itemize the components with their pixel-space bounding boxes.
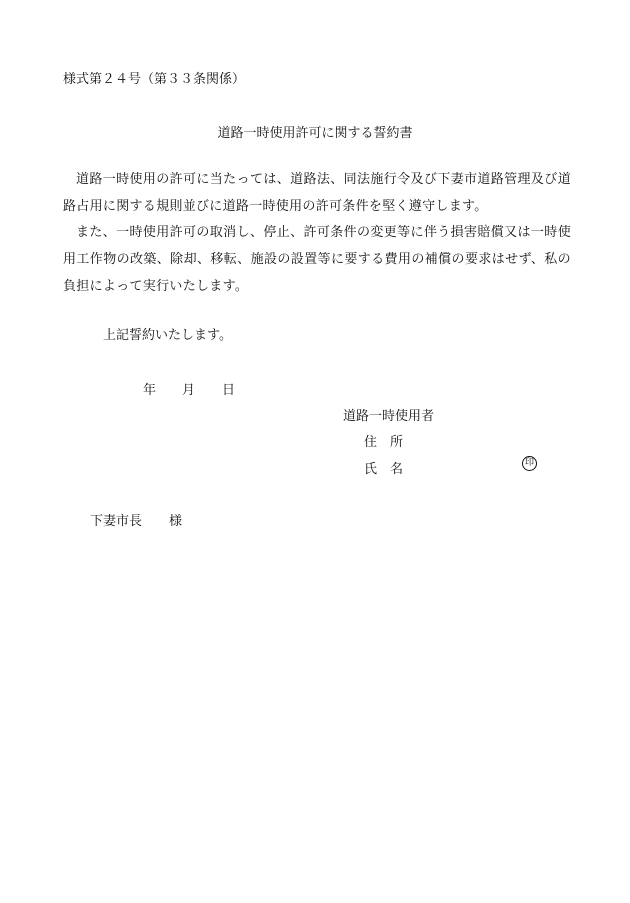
addressee-name: 下妻市長 — [90, 514, 143, 529]
name-label: 氏 名 — [364, 462, 404, 477]
date-month-label: 月 — [182, 383, 196, 398]
address-label: 住 所 — [364, 435, 404, 450]
addressee — [90, 510, 182, 529]
paragraph-compliance: 道路一時使用の許可に当たっては、道路法、同法施行令及び下妻市道路管理及び道路占用に関する規則並びに道路一時使用の許可条件を堅く遵守します。 — [63, 172, 571, 214]
form-number: 様式第２４号（第３３条関係） — [63, 72, 246, 87]
paragraph-liability: また、一時使用許可の取消し、停止、許可条件の変更等に伴う損害賠償又は一時使用工作物の改築、除却、移転、施設の設置等に要する費用の補償の要求はせず、私の負担によって実行いたします。 — [63, 225, 571, 294]
pledge-statement: 上記誓約いたします。 — [103, 328, 232, 343]
applicant-label: 道路一時使用者 — [343, 409, 435, 424]
date-year-label: 年 — [143, 383, 157, 398]
seal-mark-icon: 印 — [522, 456, 537, 471]
date-day-label: 日 — [222, 383, 236, 398]
addressee-honorific: 様 — [169, 514, 183, 529]
document-title: 道路一時使用許可に関する誓約書 — [217, 126, 413, 141]
